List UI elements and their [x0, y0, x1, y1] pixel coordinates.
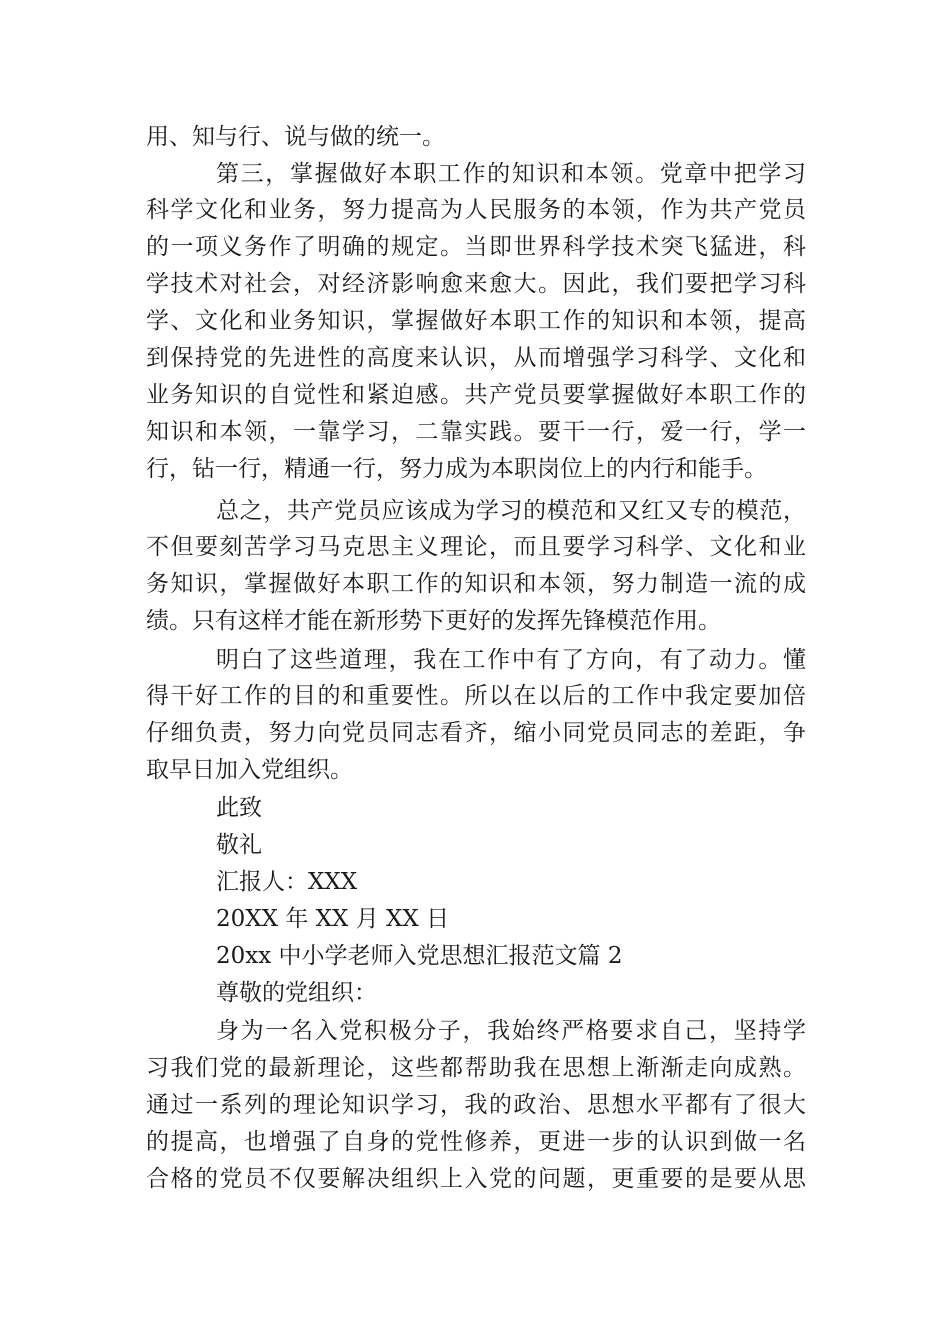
section-title: 20xx 中小学老师入党思想汇报范文篇 2	[216, 943, 623, 969]
text-line: 行，钻一行，精通一行，努力成为本职岗位上的内行和能手。	[146, 456, 767, 482]
text-line: 务知识，掌握做好本职工作的知识和本领，努力制造一流的成	[146, 571, 806, 597]
text-line: 通过一系列的理论知识学习，我的政治、思想水平都有了很大	[146, 1092, 806, 1118]
text-line: 业务知识的自觉性和紧迫感。共产党员要掌握做好本职工作的	[146, 382, 806, 408]
text-line: 绩。只有这样才能在新形势下更好的发挥先锋模范作用。	[146, 608, 721, 634]
text-line: 仔细负责，努力向党员同志看齐，缩小同党员同志的差距，争	[146, 720, 806, 746]
report-date: 20XX 年 XX 月 XX 日	[216, 906, 450, 932]
closing-salutation: 此致	[216, 795, 262, 821]
paragraph-start-line: 身为一名入党积极分子，我始终严格要求自己，坚持学	[216, 1018, 806, 1044]
text-line: 不但要刻苦学习马克思主义理论，而且要学习科学、文化和业	[146, 534, 806, 560]
text-line: 学、文化和业务知识，掌握做好本职工作的知识和本领，提高	[146, 308, 806, 334]
text-line: 取早日加入党组织。	[146, 757, 353, 783]
text-line: 知识和本领，一靠学习，二靠实践。要干一行，爱一行，学一	[146, 419, 806, 445]
paragraph-start-line: 总之，共产党员应该成为学习的模范和又红又专的模范，	[216, 498, 806, 524]
text-line: 的一项义务作了明确的规定。当即世界科学技术突飞猛进，科	[146, 234, 806, 260]
greeting-line: 尊敬的党组织：	[216, 980, 377, 1006]
text-line: 习我们党的最新理论，这些都帮助我在思想上渐渐走向成熟。	[146, 1055, 806, 1081]
text-line: 到保持党的先进性的高度来认识，从而增强学习科学、文化和	[146, 345, 806, 371]
text-line: 科学文化和业务，努力提高为人民服务的本领，作为共产党员	[146, 197, 806, 223]
text-line: 学技术对社会，对经济影响愈来愈大。因此，我们要把学习科	[146, 271, 806, 297]
text-line: 得干好工作的目的和重要性。所以在以后的工作中我定要加倍	[146, 683, 806, 709]
paragraph-start-line: 明白了这些道理，我在工作中有了方向，有了动力。懂	[216, 647, 806, 673]
text-line: 的提高，也增强了自身的党性修养，更进一步的认识到做一名	[146, 1129, 806, 1155]
paragraph-start-line: 第三，掌握做好本职工作的知识和本领。党章中把学习	[216, 161, 806, 187]
text-line: 合格的党员不仅要解决组织上入党的问题，更重要的是要从思	[146, 1166, 806, 1192]
text-line: 用、知与行、说与做的统一。	[146, 124, 445, 150]
reporter-signature: 汇报人：XXX	[216, 869, 358, 895]
closing-regards: 敬礼	[216, 832, 262, 858]
